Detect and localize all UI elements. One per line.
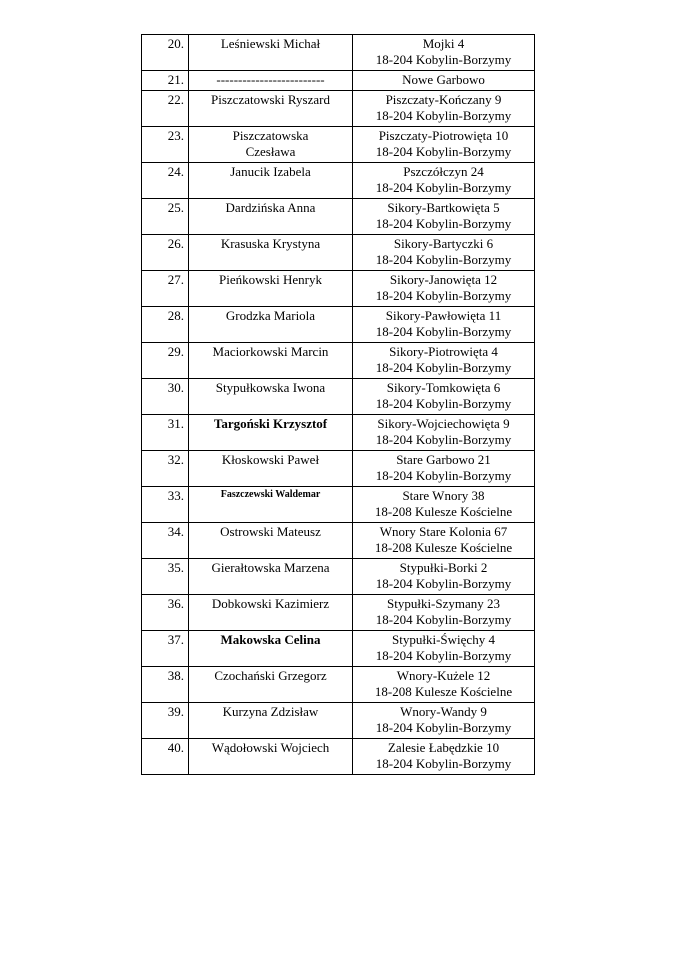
row-number: 26. (142, 235, 189, 271)
row-number: 28. (142, 307, 189, 343)
row-number: 40. (142, 739, 189, 775)
row-number: 35. (142, 559, 189, 595)
table-row (142, 379, 535, 415)
row-number: 36. (142, 595, 189, 631)
row-number: 27. (142, 271, 189, 307)
address-cell (353, 523, 535, 559)
person-name: Piszczatowska Czesława (189, 127, 353, 163)
person-name: Kłoskowski Paweł (189, 451, 353, 487)
address-line-1: Sikory-Wojciechowięta 9 (377, 416, 510, 431)
person-name: Janucik Izabela (189, 163, 353, 199)
address-cell (353, 415, 535, 451)
table-row (142, 631, 535, 667)
table-row (142, 91, 535, 127)
address-line-2: 18-204 Kobylin-Borzymy (375, 360, 512, 375)
person-name: Piszczatowski Ryszard (189, 91, 353, 127)
address-line-1: Stypułki-Szymany 23 (386, 596, 501, 611)
address-cell (353, 71, 535, 91)
row-number: 20. (142, 35, 189, 71)
person-name: Ostrowski Mateusz (189, 523, 353, 559)
person-name: Maciorkowski Marcin (189, 343, 353, 379)
member-list-table (141, 34, 535, 775)
address-cell (353, 127, 535, 163)
address-cell (353, 91, 535, 127)
address-line-1: Mojki 4 (422, 36, 465, 51)
table-row (142, 199, 535, 235)
address-line-1: Sikory-Tomkowięta 6 (386, 380, 501, 395)
address-cell (353, 307, 535, 343)
table-row (142, 343, 535, 379)
row-number: 25. (142, 199, 189, 235)
row-number: 33. (142, 487, 189, 523)
address-line-2: 18-204 Kobylin-Borzymy (375, 252, 512, 267)
person-name: Dardzińska Anna (189, 199, 353, 235)
address-line-2: 18-204 Kobylin-Borzymy (375, 144, 512, 159)
table-row (142, 163, 535, 199)
row-number: 23. (142, 127, 189, 163)
table-row (142, 271, 535, 307)
address-line-1: Sikory-Janowięta 12 (389, 272, 498, 287)
person-name: Targoński Krzysztof (189, 415, 353, 451)
address-line-1: Sikory-Piotrowięta 4 (389, 344, 498, 359)
row-number: 22. (142, 91, 189, 127)
table-row (142, 307, 535, 343)
address-line-1: Wnory-Kużele 12 (396, 668, 491, 683)
person-name: Stypułkowska Iwona (189, 379, 353, 415)
row-number: 37. (142, 631, 189, 667)
person-name: Krasuska Krystyna (189, 235, 353, 271)
table-row (142, 667, 535, 703)
address-line-2: 18-204 Kobylin-Borzymy (375, 396, 512, 411)
table-row (142, 127, 535, 163)
person-name: Gierałtowska Marzena (189, 559, 353, 595)
address-cell (353, 451, 535, 487)
address-line-1: Piszczaty-Piotrowięta 10 (378, 128, 509, 143)
address-line-2: 18-208 Kulesze Kościelne (374, 684, 513, 699)
address-cell (353, 199, 535, 235)
table-row (142, 487, 535, 523)
row-number: 31. (142, 415, 189, 451)
table-row (142, 235, 535, 271)
row-number: 21. (142, 71, 189, 91)
address-line-1: Sikory-Bartyczki 6 (393, 236, 494, 251)
address-line-2: 18-204 Kobylin-Borzymy (375, 612, 512, 627)
address-line-1: Wnory Stare Kolonia 67 (379, 524, 508, 539)
address-line-2: 18-204 Kobylin-Borzymy (375, 324, 512, 339)
address-line-2: 18-204 Kobylin-Borzymy (375, 288, 512, 303)
address-line-2: 18-204 Kobylin-Borzymy (375, 52, 512, 67)
person-name: Kurzyna Zdzisław (189, 703, 353, 739)
person-name: Leśniewski Michał (189, 35, 353, 71)
row-number: 38. (142, 667, 189, 703)
address-line-1: Piszczaty-Kończany 9 (385, 92, 502, 107)
address-cell (353, 163, 535, 199)
address-line-1: Wnory-Wandy 9 (400, 704, 487, 719)
person-name: Faszczewski Waldemar (189, 487, 353, 523)
address-line-1: Stare Garbowo 21 (396, 452, 491, 467)
address-cell (353, 487, 535, 523)
address-cell (353, 235, 535, 271)
address-line-2: 18-204 Kobylin-Borzymy (375, 180, 512, 195)
address-line-1: Stare Wnory 38 (402, 488, 485, 503)
person-name: Wądołowski Wojciech (189, 739, 353, 775)
row-number: 32. (142, 451, 189, 487)
address-cell (353, 631, 535, 667)
address-line-2: 18-204 Kobylin-Borzymy (375, 108, 512, 123)
row-number: 30. (142, 379, 189, 415)
address-cell (353, 667, 535, 703)
table-row (142, 739, 535, 775)
person-name: Dobkowski Kazimierz (189, 595, 353, 631)
table-row (142, 595, 535, 631)
row-number: 24. (142, 163, 189, 199)
address-cell (353, 343, 535, 379)
person-name: Grodzka Mariola (189, 307, 353, 343)
person-name: Czochański Grzegorz (189, 667, 353, 703)
address-line-1: Stypułki-Święchy 4 (392, 632, 495, 647)
address-cell (353, 595, 535, 631)
address-cell (353, 703, 535, 739)
person-name: Makowska Celina (189, 631, 353, 667)
address-cell (353, 739, 535, 775)
address-line-2: 18-204 Kobylin-Borzymy (375, 468, 512, 483)
row-number: 34. (142, 523, 189, 559)
address-line-2: 18-208 Kulesze Kościelne (374, 504, 513, 519)
person-name: Pieńkowski Henryk (189, 271, 353, 307)
table-row (142, 523, 535, 559)
address-cell (353, 35, 535, 71)
address-cell (353, 271, 535, 307)
address-cell (353, 379, 535, 415)
address-line-1: Zalesie Łabędzkie 10 (387, 740, 500, 755)
table-row (142, 71, 535, 91)
address-line-2: 18-204 Kobylin-Borzymy (375, 720, 512, 735)
table-row (142, 559, 535, 595)
address-line-2: 18-204 Kobylin-Borzymy (375, 648, 512, 663)
table-row (142, 703, 535, 739)
address-line-2: 18-204 Kobylin-Borzymy (375, 756, 512, 771)
address-cell (353, 559, 535, 595)
address-line-1: Sikory-Pawłowięta 11 (385, 308, 502, 323)
address-line-1: Nowe Garbowo (402, 72, 485, 87)
address-line-1: Sikory-Bartkowięta 5 (387, 200, 500, 215)
address-line-1: Stypułki-Borki 2 (399, 560, 488, 575)
row-number: 39. (142, 703, 189, 739)
table-row (142, 35, 535, 71)
row-number: 29. (142, 343, 189, 379)
table-row (142, 415, 535, 451)
address-line-2: 18-208 Kulesze Kościelne (374, 540, 513, 555)
person-name: ------------------------- (189, 71, 353, 91)
address-line-1: Pszczółczyn 24 (403, 164, 484, 179)
table-row (142, 451, 535, 487)
address-line-2: 18-204 Kobylin-Borzymy (375, 576, 512, 591)
address-line-2: 18-204 Kobylin-Borzymy (375, 216, 512, 231)
address-line-2: 18-204 Kobylin-Borzymy (375, 432, 512, 447)
